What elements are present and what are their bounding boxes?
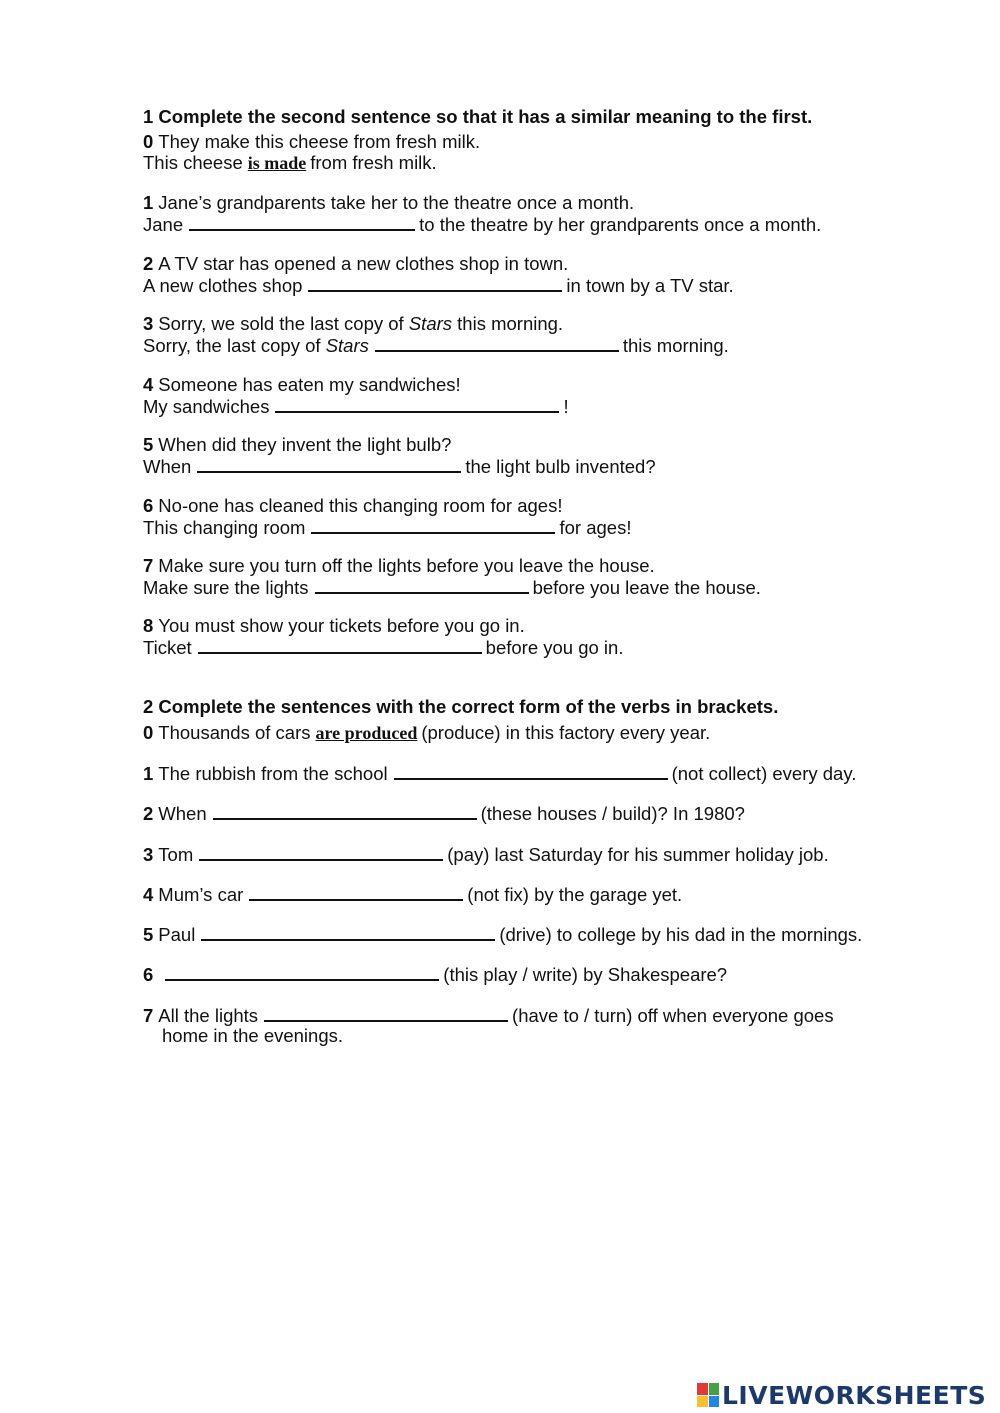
item-number: 5 (143, 434, 154, 455)
item-number: 5 (143, 924, 154, 945)
answer-blank[interactable] (249, 883, 463, 901)
rewrite-end: this morning. (622, 335, 729, 356)
sentence-end: (not fix) by the garage yet. (467, 884, 683, 905)
answer-blank[interactable] (275, 395, 559, 413)
item-number: 0 (143, 131, 154, 152)
answer-blank[interactable] (308, 274, 562, 292)
s2-item-7 (143, 1004, 834, 1026)
example-answer: are produced (315, 723, 418, 743)
item-number: 2 (143, 803, 154, 824)
answer-blank[interactable] (213, 802, 477, 820)
example-answer: is made (247, 153, 307, 173)
rewrite-start: A new clothes shop (143, 275, 303, 296)
s2-item-1 (143, 762, 856, 784)
s1-item-7-rewrite (143, 576, 761, 598)
item-number: 7 (143, 1005, 154, 1026)
rewrite-end: in town by a TV star. (566, 275, 734, 296)
sentence-end: (pay) last Saturday for his summer holiday job. (447, 844, 829, 865)
logo-text: LIVEWORKSHEETS (722, 1380, 987, 1410)
original-sentence: No-one has cleaned this changing room for ages! (158, 495, 563, 516)
rewrite-start: When (143, 456, 192, 477)
rewrite-start: Make sure the lights (143, 577, 309, 598)
sentence-end: (have to / turn) off when everyone goes (512, 1005, 834, 1026)
s2-item-7-continuation: home in the evenings. (162, 1025, 344, 1046)
original-sentence: Make sure you turn off the lights before you leave the house. (158, 555, 655, 576)
sentence-end: (not collect) every day. (671, 763, 857, 784)
s2-item-6 (143, 963, 727, 985)
s1-item-2-rewrite (143, 274, 734, 296)
answer-blank[interactable] (315, 576, 529, 594)
sentence-start: Paul (158, 924, 196, 945)
original-sentence-end: this morning. (457, 313, 564, 334)
rewrite-end: for ages! (559, 517, 632, 538)
answer-blank[interactable] (394, 762, 668, 780)
answer-blank[interactable] (375, 334, 619, 352)
liveworksheets-logo (697, 1380, 986, 1410)
rewrite-start: Sorry, the last copy of (143, 335, 321, 356)
s1-item-1-original (143, 192, 634, 213)
item-number: 1 (143, 192, 154, 213)
rewrite-end: from fresh milk. (310, 152, 437, 173)
s1-item-6-original (143, 495, 562, 516)
item-number: 4 (143, 374, 154, 395)
s2-item-2 (143, 802, 745, 824)
rewrite-start: My sandwiches (143, 396, 270, 417)
rewrite-start: This changing room (143, 517, 306, 538)
original-sentence: A TV star has opened a new clothes shop in town. (158, 253, 569, 274)
rewrite-end: before you go in. (485, 637, 624, 658)
answer-blank[interactable] (198, 636, 482, 654)
answer-blank[interactable] (189, 213, 415, 231)
item-number: 4 (143, 884, 154, 905)
s1-item-8-original (143, 615, 525, 636)
item-number: 3 (143, 844, 154, 865)
sentence-start: Thousands of cars (158, 722, 311, 743)
sentence-end: (produce) in this factory every year. (421, 722, 711, 743)
answer-blank[interactable] (197, 455, 461, 473)
s1-item-3-rewrite (143, 334, 729, 356)
original-sentence: When did they invent the light bulb? (158, 434, 452, 455)
rewrite-start: Ticket (143, 637, 192, 658)
s1-item-3-original (143, 313, 563, 334)
item-number: 8 (143, 615, 154, 636)
s2-item-5 (143, 923, 862, 945)
sentence-start: When (158, 803, 207, 824)
s1-item-2-original (143, 253, 568, 274)
magazine-title: Stars (408, 313, 453, 334)
sentence-start: Mum’s car (158, 884, 244, 905)
liveworksheets-logo-icon (697, 1383, 719, 1407)
item-number: 3 (143, 313, 154, 334)
s1-item-5-original (143, 434, 451, 455)
rewrite-start: This cheese (143, 152, 243, 173)
answer-blank[interactable] (311, 516, 555, 534)
s1-item-1-rewrite (143, 213, 821, 235)
item-number: 1 (143, 763, 154, 784)
sentence-end: (these houses / build)? In 1980? (480, 803, 745, 824)
rewrite-start: Jane (143, 214, 184, 235)
rewrite-end: to the theatre by her grandparents once a month. (419, 214, 822, 235)
s1-item-0-original (143, 131, 480, 152)
rewrite-end: the light bulb invented? (465, 456, 656, 477)
s1-item-7-original (143, 555, 655, 576)
item-number: 0 (143, 722, 154, 743)
original-sentence: They make this cheese from fresh milk. (158, 131, 481, 152)
s1-item-8-rewrite (143, 636, 623, 658)
item-number: 2 (143, 253, 154, 274)
answer-blank[interactable] (264, 1004, 508, 1022)
s2-item-4 (143, 883, 682, 905)
sentence-start: All the lights (158, 1005, 259, 1026)
magazine-title: Stars (325, 335, 369, 356)
sentence-start: Tom (158, 844, 194, 865)
answer-blank[interactable] (165, 963, 439, 981)
original-sentence: Jane’s grandparents take her to the theatre once a month. (158, 192, 635, 213)
answer-blank[interactable] (199, 843, 443, 861)
s1-item-5-rewrite (143, 455, 656, 477)
s2-item-0 (143, 722, 710, 744)
sentence-end: (drive) to college by his dad in the mornings. (499, 924, 863, 945)
rewrite-end: ! (563, 396, 569, 417)
section-2-heading: 2 Complete the sentences with the correct form of the verbs in brackets. (143, 696, 779, 717)
item-number: 6 (143, 964, 154, 985)
s1-item-4-rewrite (143, 395, 569, 417)
original-sentence: Someone has eaten my sandwiches! (158, 374, 461, 395)
answer-blank[interactable] (201, 923, 495, 941)
sentence-end: (this play / write) by Shakespeare? (443, 964, 728, 985)
rewrite-end: before you leave the house. (532, 577, 761, 598)
section-1-heading: 1 Complete the second sentence so that it has a similar meaning to the first. (143, 106, 813, 127)
s1-item-6-rewrite (143, 516, 631, 538)
s1-item-0-rewrite (143, 152, 437, 174)
s2-item-3 (143, 843, 829, 865)
item-number: 7 (143, 555, 154, 576)
original-sentence-start: Sorry, we sold the last copy of (158, 313, 404, 334)
sentence-start: The rubbish from the school (158, 763, 388, 784)
item-number: 6 (143, 495, 154, 516)
s1-item-4-original (143, 374, 461, 395)
original-sentence: You must show your tickets before you go in. (158, 615, 525, 636)
